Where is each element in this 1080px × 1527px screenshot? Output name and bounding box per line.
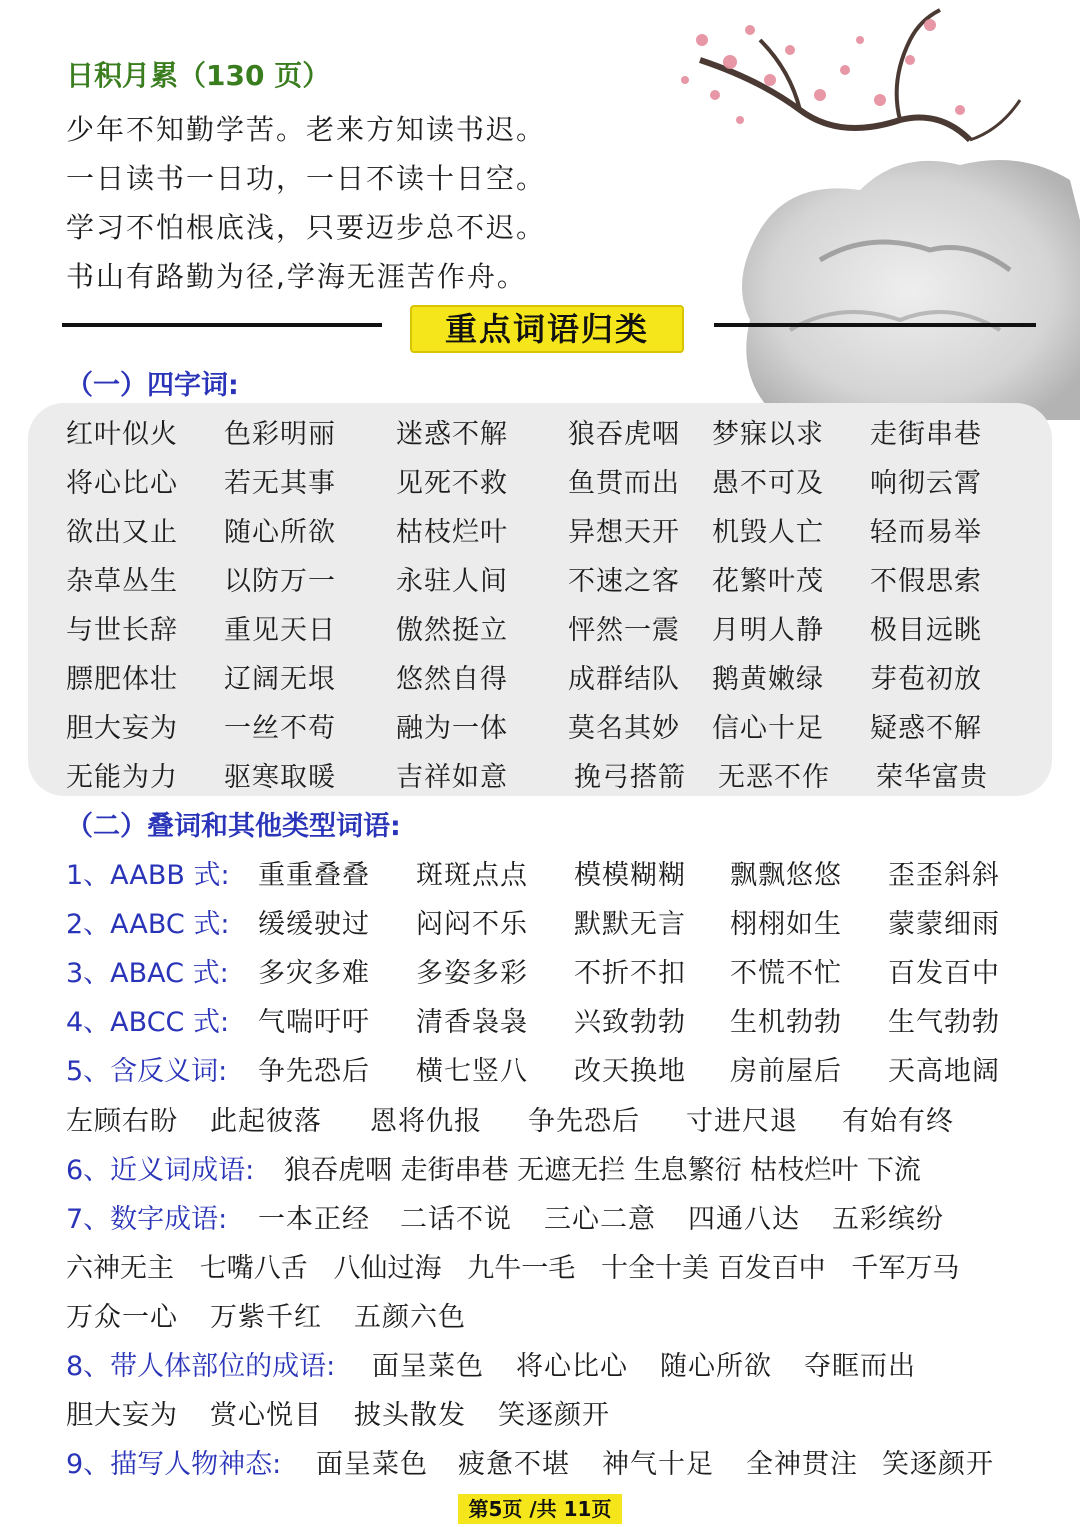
antonym-word: 恩将仇报	[370, 1106, 482, 1137]
four-char-word: 胆大妄为	[66, 713, 178, 744]
group-word: 气喘吁吁	[258, 1007, 370, 1038]
banner-title: 重点词语归类	[410, 305, 684, 353]
part2-title: （二）叠词和其他类型词语:	[66, 811, 401, 842]
four-char-word: 不假思索	[870, 566, 982, 597]
number-idiom: 五彩缤纷	[832, 1204, 944, 1235]
four-char-word: 梦寐以求	[712, 419, 824, 450]
group-word: 斑斑点点	[416, 860, 528, 891]
four-char-word: 花繁叶茂	[712, 566, 824, 597]
group-label: 5、含反义词:	[66, 1056, 228, 1087]
four-char-word: 走街串巷	[870, 419, 982, 450]
four-char-word: 怦然一震	[568, 615, 680, 646]
group-word: 默默无言	[574, 909, 686, 940]
four-char-word: 一丝不苟	[224, 713, 336, 744]
group-word: 飘飘悠悠	[730, 860, 842, 891]
four-char-word: 机毁人亡	[712, 517, 824, 548]
four-char-word: 荣华富贵	[876, 762, 988, 793]
four-char-word: 成群结队	[568, 664, 680, 695]
antonym-word: 争先恐后	[528, 1106, 640, 1137]
four-char-word: 傲然挺立	[396, 615, 508, 646]
four-char-word: 欲出又止	[66, 517, 178, 548]
body-idiom: 将心比心	[516, 1351, 628, 1382]
group-label: 3、ABAC 式:	[66, 958, 229, 989]
poem-line: 学习不怕根底浅，只要迈步总不迟。	[66, 211, 547, 244]
group-word: 争先恐后	[258, 1056, 370, 1087]
group-word: 天高地阔	[888, 1056, 1000, 1087]
four-char-word: 迷惑不解	[396, 419, 508, 450]
four-char-word: 枯枝烂叶	[396, 517, 508, 548]
four-char-word: 信心十足	[712, 713, 824, 744]
poem-line: 书山有路勤为径,学海无涯苦作舟。	[66, 260, 527, 293]
group-word: 横七竖八	[416, 1056, 528, 1087]
group-word: 多灾多难	[258, 958, 370, 989]
group-word: 蒙蒙细雨	[888, 909, 1000, 940]
body-idiom: 夺眶而出	[804, 1351, 916, 1382]
four-char-word: 若无其事	[224, 468, 336, 499]
group-word: 栩栩如生	[730, 909, 842, 940]
group-word: 清香袅袅	[416, 1007, 528, 1038]
group-label: 2、AABC 式:	[66, 909, 230, 940]
four-char-word: 芽苞初放	[870, 664, 982, 695]
group-word: 重重叠叠	[258, 860, 370, 891]
number-idiom: 二话不说	[400, 1204, 512, 1235]
demeanor-label: 9、描写人物神态:	[66, 1449, 282, 1480]
demeanor-word: 神气十足	[602, 1449, 714, 1480]
group-word: 缓缓驶过	[258, 909, 370, 940]
poem-line: 一日读书一日功，一日不读十日空。	[66, 162, 547, 195]
four-char-word: 极目远眺	[870, 615, 982, 646]
section-title: 日积月累（130 页）	[66, 59, 331, 92]
four-char-word: 辽阔无垠	[224, 664, 336, 695]
group-label: 1、AABB 式:	[66, 860, 230, 891]
four-char-word: 响彻云霄	[870, 468, 982, 499]
four-char-word: 吉祥如意	[396, 762, 508, 793]
four-char-word: 永驻人间	[396, 566, 508, 597]
poem-line: 少年不知勤学苦。老来方知读书迟。	[66, 113, 547, 146]
body-idiom: 胆大妄为	[66, 1400, 178, 1431]
four-char-word: 无能为力	[66, 762, 178, 793]
group-word: 不折不扣	[574, 958, 686, 989]
body-idiom: 面呈菜色	[372, 1351, 484, 1382]
group-word: 房前屋后	[730, 1056, 842, 1087]
four-char-word: 重见天日	[224, 615, 336, 646]
group-word: 生气勃勃	[888, 1007, 1000, 1038]
demeanor-word: 笑逐颜开	[882, 1449, 994, 1480]
number-idiom: 一本正经	[258, 1204, 370, 1235]
four-char-word: 将心比心	[66, 468, 178, 499]
body-idiom: 笑逐颜开	[498, 1400, 610, 1431]
divider-right	[714, 323, 1036, 327]
four-char-word: 轻而易举	[870, 517, 982, 548]
group-word: 生机勃勃	[730, 1007, 842, 1038]
four-char-word: 疑惑不解	[870, 713, 982, 744]
demeanor-word: 疲惫不堪	[458, 1449, 570, 1480]
four-char-word: 鹅黄嫩绿	[712, 664, 824, 695]
antonym-word: 有始有终	[842, 1106, 954, 1137]
four-char-word: 红叶似火	[66, 419, 178, 450]
antonym-word: 寸进尺退	[686, 1106, 798, 1137]
four-char-word: 不速之客	[568, 566, 680, 597]
synonym-words: 狼吞虎咽 走街串巷 无遮无拦 生息繁衍 枯枝烂叶 下流	[284, 1155, 921, 1186]
body-idiom: 赏心悦目	[210, 1400, 322, 1431]
four-char-word: 挽弓搭箭	[574, 762, 686, 793]
four-char-word: 膘肥体壮	[66, 664, 178, 695]
four-char-word: 随心所欲	[224, 517, 336, 548]
number-idiom: 五颜六色	[354, 1302, 466, 1333]
synonym-label: 6、近义词成语:	[66, 1155, 255, 1186]
four-char-word: 融为一体	[396, 713, 508, 744]
four-char-word: 愚不可及	[712, 468, 824, 499]
body-idiom: 披头散发	[354, 1400, 466, 1431]
four-char-word: 月明人静	[712, 615, 824, 646]
divider-left	[62, 323, 382, 327]
number-idioms-line2: 六神无主 七嘴八舌 八仙过海 九牛一毛 十全十美 百发百中 千军万马	[66, 1253, 960, 1284]
number-idiom: 四通八达	[688, 1204, 800, 1235]
number-idiom: 万紫千红	[210, 1302, 322, 1333]
antonym-word: 左顾右盼	[66, 1106, 178, 1137]
group-word: 歪歪斜斜	[888, 860, 1000, 891]
plum-blossom-illustration	[640, 0, 1080, 420]
body-idioms-label: 8、带人体部位的成语:	[66, 1351, 336, 1382]
four-char-word: 杂草丛生	[66, 566, 178, 597]
group-word: 闷闷不乐	[416, 909, 528, 940]
group-word: 多姿多彩	[416, 958, 528, 989]
four-char-word: 莫名其妙	[568, 713, 680, 744]
four-char-word: 见死不救	[396, 468, 508, 499]
four-char-word: 色彩明丽	[224, 419, 336, 450]
demeanor-word: 面呈菜色	[316, 1449, 428, 1480]
four-char-word: 异想天开	[568, 517, 680, 548]
antonym-word: 此起彼落	[210, 1106, 322, 1137]
number-idioms-label: 7、数字成语:	[66, 1204, 228, 1235]
group-word: 不慌不忙	[730, 958, 842, 989]
number-idiom: 三心二意	[544, 1204, 656, 1235]
four-char-word: 无恶不作	[718, 762, 830, 793]
four-char-word: 狼吞虎咽	[568, 419, 680, 450]
demeanor-word: 全神贯注	[746, 1449, 858, 1480]
number-idiom: 万众一心	[66, 1302, 178, 1333]
four-char-word: 与世长辞	[66, 615, 178, 646]
part1-title: （一）四字词:	[66, 370, 239, 401]
group-word: 模模糊糊	[574, 860, 686, 891]
four-char-word: 驱寒取暖	[224, 762, 336, 793]
group-word: 百发百中	[888, 958, 1000, 989]
group-word: 兴致勃勃	[574, 1007, 686, 1038]
group-label: 4、ABCC 式:	[66, 1007, 230, 1038]
four-char-word: 以防万一	[224, 566, 336, 597]
four-char-word: 鱼贯而出	[568, 468, 680, 499]
group-word: 改天换地	[574, 1056, 686, 1087]
page-indicator: 第5页 /共 11页	[458, 1494, 622, 1524]
four-char-word: 悠然自得	[396, 664, 508, 695]
body-idiom: 随心所欲	[660, 1351, 772, 1382]
